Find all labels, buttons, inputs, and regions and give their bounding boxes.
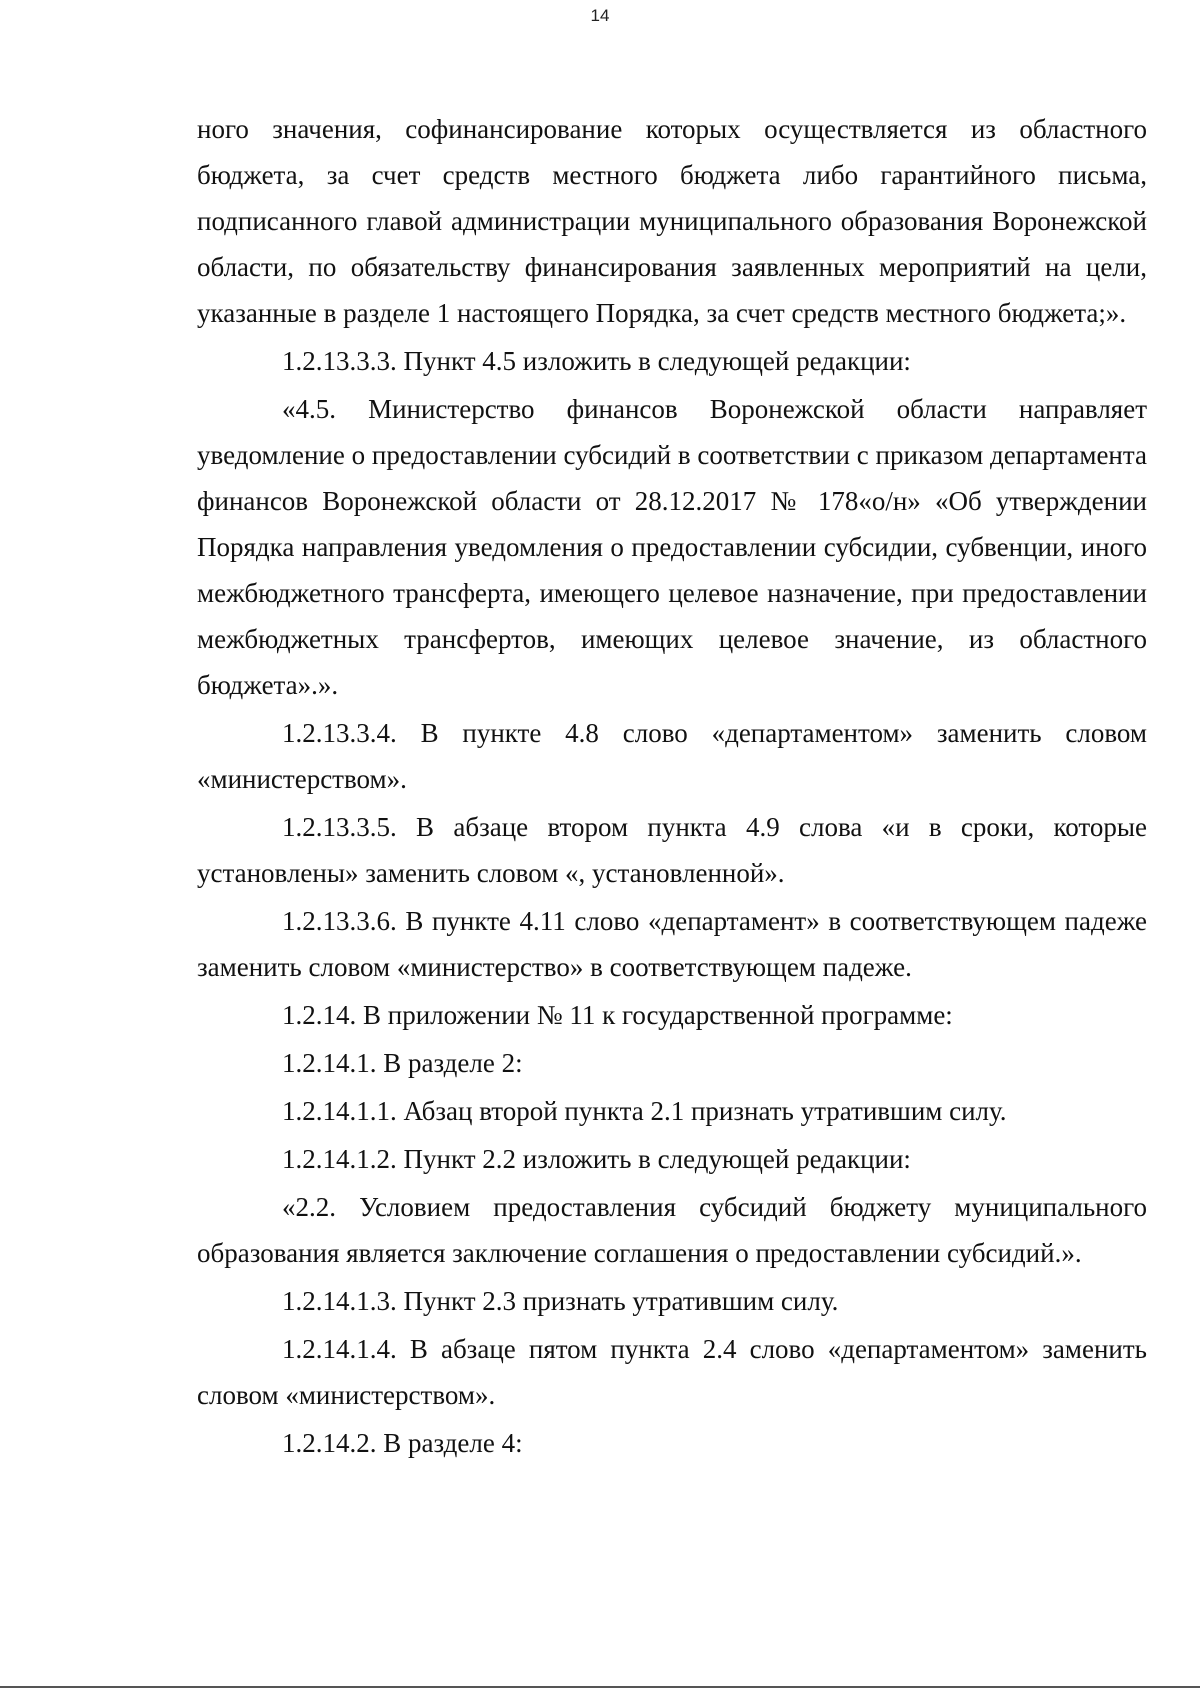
paragraph: «4.5. Министерство финансов Воронежской области направляет уведомление о предоставлении субсидий в соответствии с приказом департамента финансов Воронежской области от 28.12.2017 № 178«о/н» «Об утверждении Порядка направления уведомления о предоставлении субсидии, субвенции, иного межбюджетного трансферта, имеющего целевое назначение, при предоставлении межбюджетных трансфертов, имеющих целевое значение, из областного бюджета».». [197,394,1147,700]
paragraph: 1.2.14.1.3. Пункт 2.3 признать утратившим силу. [282,1286,839,1316]
paragraph: 1.2.13.3.3. Пункт 4.5 изложить в следующей редакции: [282,346,911,376]
paragraph: ного значения, софинансирование которых осуществляется из областного бюджета, за счет средств местного бюджета либо гарантийного письма, подписанного главой администрации муниципального образования Воронежской области, по обязательству финансирования заявленных мероприятий на цели, указанные в разделе 1 настоящего Порядка, за счет средств местного бюджета;». [197,114,1147,328]
scan-bottom-edge [0,1686,1200,1688]
paragraph: 1.2.13.3.5. В абзаце втором пункта 4.9 слова «и в сроки, которые установлены» заменить словом «, установленной». [197,812,1147,888]
paragraph: 1.2.14.1.1. Абзац второй пункта 2.1 признать утратившим силу. [282,1096,1007,1126]
paragraph: 1.2.13.3.6. В пункте 4.11 слово «департамент» в соответствующем падеже заменить словом «министерство» в соответствующем падеже. [197,906,1147,982]
paragraph: 1.2.14. В приложении № 11 к государственной программе: [282,1000,953,1030]
paragraph: «2.2. Условием предоставления субсидий бюджету муниципального образования является заключение соглашения о предоставлении субсидий.». [197,1192,1147,1268]
document-body [197,106,1147,1466]
paragraph: 1.2.14.1.2. Пункт 2.2 изложить в следующей редакции: [282,1144,911,1174]
paragraph: 1.2.14.1.4. В абзаце пятом пункта 2.4 слово «департаментом» заменить словом «министерством». [197,1334,1147,1410]
paragraph: 1.2.14.1. В разделе 2: [282,1048,523,1078]
paragraph: 1.2.13.3.4. В пункте 4.8 слово «департаментом» заменить словом «министерством». [197,718,1147,794]
page-number: 14 [590,6,610,25]
paragraph: 1.2.14.2. В разделе 4: [282,1428,523,1458]
